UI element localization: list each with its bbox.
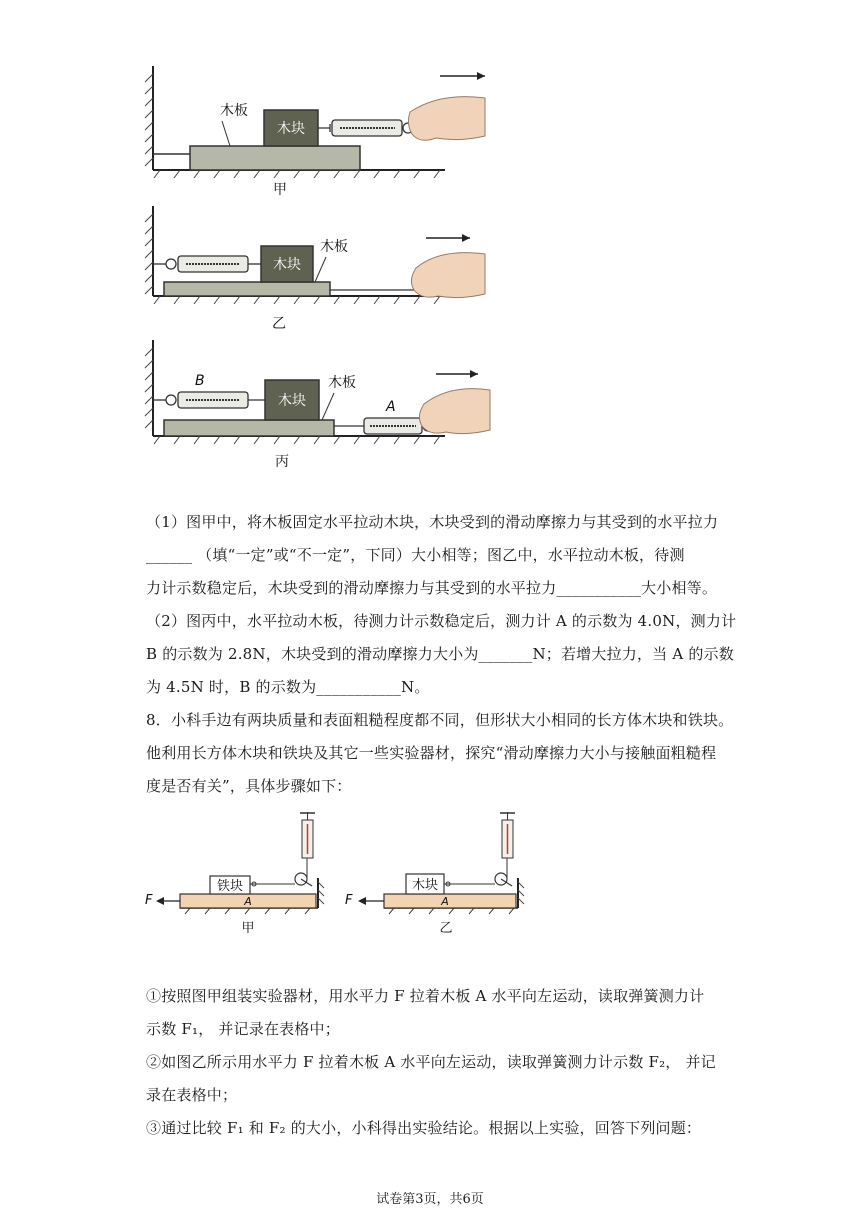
- meter-a-label: A: [386, 399, 396, 415]
- board-label: 木板: [328, 375, 356, 391]
- text-line: 他利用长方体木块和铁块及其它一些实验器材，探究“滑动摩擦力大小与接触面粗糙程: [146, 744, 717, 762]
- board-label: 木板: [320, 239, 348, 255]
- figure-bing: [140, 338, 520, 474]
- block-label: 木块: [277, 121, 305, 137]
- text-line: ②如图乙所示用水平力 F 拉着木板 A 水平向左运动，读取弹簧测力计示数 F₂， 并记: [146, 1053, 716, 1071]
- board-a: [384, 894, 516, 908]
- force-label: F: [145, 893, 153, 908]
- board-label: A: [441, 895, 449, 908]
- figure-caption: 乙: [272, 316, 286, 332]
- board: [164, 420, 334, 436]
- question-8: [146, 704, 746, 803]
- board-label: A: [244, 895, 252, 908]
- text-line: 8．小科手边有两块质量和表面粗糙程度都不同，但形状大小相同的长方体木块和铁块。: [146, 711, 734, 729]
- figure-caption: 甲: [273, 182, 287, 198]
- figure-jia: [140, 62, 520, 202]
- board-label: 木板: [220, 103, 248, 119]
- text-line: B 的示数为 2.8N，木块受到的滑动摩擦力大小为_______N；若增大拉力，当 A 的示数: [146, 645, 734, 663]
- hand: [408, 97, 485, 141]
- meter-b-label: B: [195, 373, 205, 389]
- page-footer: 试卷第3页，共6页: [376, 1192, 484, 1207]
- block-label: 木块: [411, 878, 439, 893]
- step-2: [146, 1046, 746, 1112]
- figure-yi: [140, 204, 520, 334]
- figure-caption: 丙: [275, 454, 289, 470]
- text-line: （1）图甲中，将木板固定水平拉动木块，木块受到的滑动摩擦力与其受到的水平拉力: [146, 513, 719, 531]
- text-line: （2）图丙中，水平拉动木板，待测力计示数稳定后，测力计 A 的示数为 4.0N，测力计: [146, 612, 737, 630]
- step-3: [146, 1112, 746, 1145]
- board: [190, 146, 360, 170]
- step-1: [146, 980, 746, 1046]
- question-part-1: [146, 506, 746, 605]
- text-line: ③通过比较 F₁ 和 F₂ 的大小，小科得出实验结论。根据以上实验，回答下列问题：: [146, 1119, 702, 1137]
- hand: [411, 253, 485, 298]
- text-line: ①按照图甲组装实验器材，用水平力 F 拉着木板 A 水平向左运动，读取弹簧测力计: [146, 987, 705, 1005]
- force-label: F: [345, 893, 353, 908]
- q8-figure-yi: [340, 812, 525, 938]
- hand: [419, 389, 490, 434]
- text-line: ______ （填“一定”或“不一定”，下同）大小相等；图乙中，水平拉动木板，待测: [146, 546, 685, 564]
- text-line: 为 4.5N 时，B 的示数为___________N。: [146, 678, 430, 696]
- text-line: 力计示数稳定后，木块受到的滑动摩擦力与其受到的水平拉力___________大小相等。: [146, 579, 718, 597]
- text-line: 度是否有关”，具体步骤如下：: [146, 777, 352, 795]
- figure-caption: 甲: [241, 921, 255, 936]
- board: [164, 282, 330, 296]
- block-label: 铁块: [216, 879, 244, 894]
- question-part-2: [146, 605, 746, 704]
- text-line: 录在表格中；: [146, 1086, 238, 1104]
- block-label: 木块: [273, 257, 301, 273]
- figure-caption: 乙: [439, 921, 453, 936]
- text-line: 示数 F₁， 并记录在表格中；: [146, 1020, 340, 1038]
- q8-figure-jia: [140, 812, 325, 938]
- block-label: 木块: [278, 393, 306, 409]
